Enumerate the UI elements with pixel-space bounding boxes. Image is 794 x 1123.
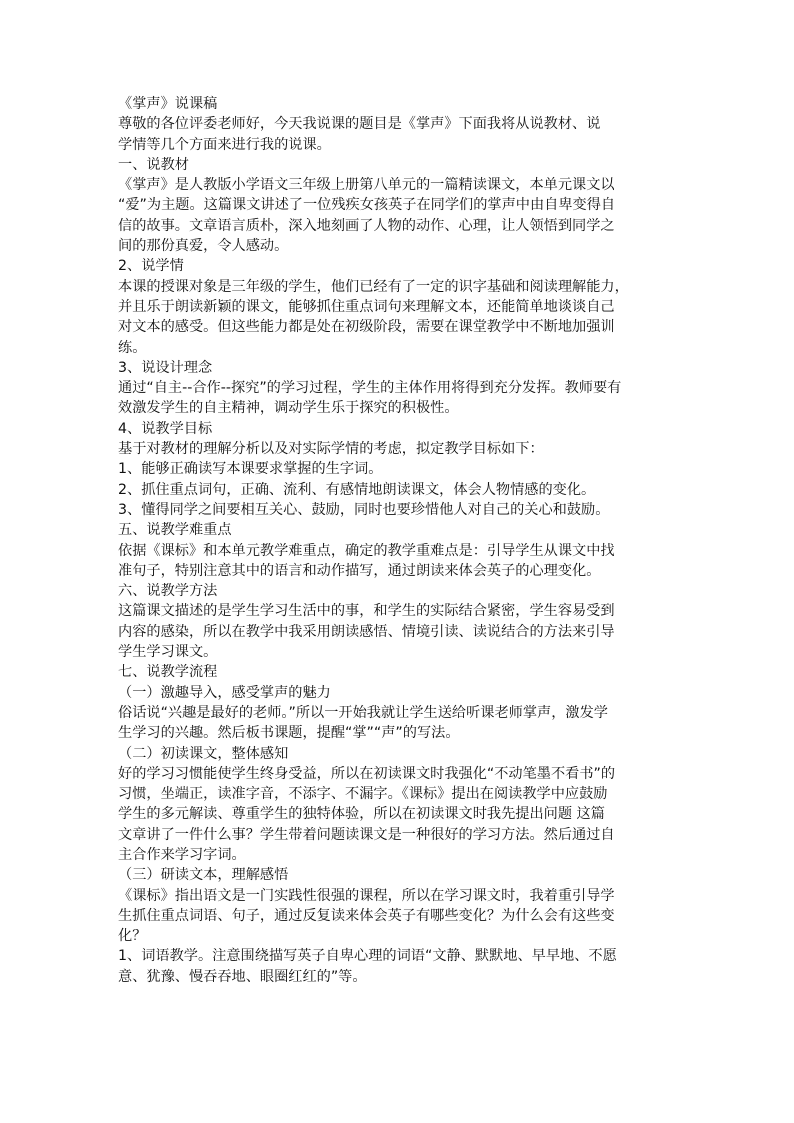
text-line: 六、说教学方法 [118, 583, 218, 600]
text-line: 意、犹豫、慢吞吞地、眼圈红红的”等。 [118, 968, 367, 985]
text-line: 内容的感染，所以在教学中我采用朗读感悟、情境引读、读说结合的方法来引导 [118, 623, 615, 640]
text-line: 生抓住重点词语、句子，通过反复读来体会英子有哪些变化？为什么会有这些变 [118, 907, 615, 924]
text-line: 3、说设计理念 [118, 359, 213, 376]
text-line: 间的那份真爱，令人感动。 [118, 238, 289, 255]
text-line: 习惯，坐端正，读准字音，不添字、不漏字。《课标》提出在阅读教学中应鼓励 [118, 786, 608, 803]
text-line: 对文本的感受。但这些能力都是处在初级阶段，需要在课堂教学中不断地加强训 [118, 319, 615, 336]
text-line: 文章讲了一件什么事？学生带着问题读课文是一种很好的学习方法。然后通过自 [118, 826, 615, 843]
text-line: 2、抓住重点词句，正确、流利、有感情地朗读课文，体会人物情感的变化。 [118, 481, 596, 498]
text-line: 《课标》指出语文是一门实践性很强的课程，所以在学习课文时，我着重引导学 [118, 887, 615, 904]
text-line: （一）激趣导入，感受掌声的魅力 [118, 684, 331, 701]
text-line: “爱”为主题。这篇课文讲述了一位残疾女孩英子在同学们的掌声中由自卑变得自 [118, 197, 616, 214]
text-line: 学情等几个方面来进行我的说课。 [118, 136, 331, 153]
text-line: 信的故事。文章语言质朴，深入地刻画了人物的动作、心理，让人领悟到同学之 [118, 217, 615, 234]
text-line: 学生的多元解读、尊重学生的独特体验，所以在初读课文时我先提出问题 这篇 [118, 806, 605, 823]
text-line: 生学习的兴趣。然后板书课题，提醒“掌”“声”的写法。 [118, 725, 460, 742]
text-line: 效激发学生的自主精神，调动学生乐于探究的积极性。 [118, 400, 459, 417]
text-line: 1、词语教学。注意围绕描写英子自卑心理的词语“文静、默默地、早早地、不愿 [118, 948, 617, 965]
text-line: 《掌声》是人教版小学语文三年级上册第八单元的一篇精读课文，本单元课文以 [118, 177, 615, 194]
text-line: 这篇课文描述的是学生学习生活中的事，和学生的实际结合紧密，学生容易受到 [118, 603, 615, 620]
text-line: 准句子，特别注意其中的语言和动作描写，通过朗读来体会英子的心理变化。 [118, 562, 601, 579]
text-line: 3、懂得同学之间要相互关心、鼓励，同时也要珍惜他人对自己的关心和鼓励。 [118, 501, 610, 518]
text-line: 练。 [118, 339, 147, 356]
text-line: 七、说教学流程 [118, 664, 218, 681]
text-line: （三）研读文本，理解感悟 [118, 867, 289, 884]
text-line: 《掌声》说课稿 [118, 96, 218, 112]
text-line: 基于对教材的理解分析以及对实际学情的考虑，拟定教学目标如下： [118, 441, 544, 458]
text-line: （二）初读课文，整体感知 [118, 745, 289, 762]
text-line: 2、说学情 [118, 258, 184, 275]
text-line: 化？ [118, 928, 147, 945]
text-line: 学生学习课文。 [118, 644, 218, 661]
text-line: 好的学习习惯能使学生终身受益，所以在初读课文时我强化“不动笔墨不看书”的 [118, 765, 616, 782]
text-line: 尊敬的各位评委老师好，今天我说课的题目是《掌声》下面我将从说教材、说 [118, 116, 601, 133]
text-line: 并且乐于朗读新颖的课文，能够抓住重点词句来理解文本，还能简单地谈谈自己 [118, 298, 615, 315]
text-line: 1、能够正确读写本课要求掌握的生字词。 [118, 461, 383, 478]
text-line: 五、说教学难重点 [118, 522, 232, 539]
document-body [118, 94, 678, 987]
text-line: 通过“自主--合作--探究”的学习过程，学生的主体作用将得到充分发挥。教师要有 [118, 380, 622, 397]
text-line: 主合作来学习字词。 [118, 846, 246, 863]
text-line: 一、说教材 [118, 156, 189, 173]
text-line: 4、说教学目标 [118, 420, 213, 437]
text-line: 本课的授课对象是三年级的学生，他们已经有了一定的识字基础和阅读理解能力， [118, 278, 629, 295]
text-line: 依据《课标》和本单元教学难重点，确定的教学重难点是：引导学生从课文中找 [118, 542, 615, 559]
text-line: 俗话说“兴趣是最好的老师。”所以一开始我就让学生送给听课老师掌声，激发学 [118, 704, 608, 721]
